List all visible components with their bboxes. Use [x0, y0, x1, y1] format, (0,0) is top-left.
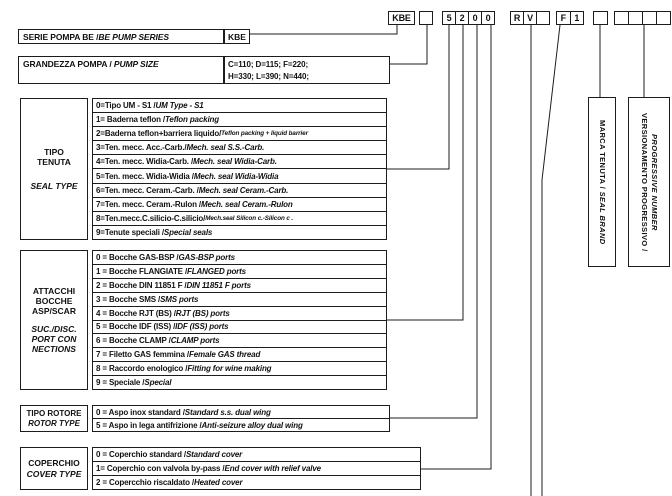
size-value-line1: C=110; D=115; F=220;: [228, 60, 309, 69]
option-row: [93, 198, 386, 212]
code-cell: F: [556, 11, 571, 25]
option-row: [93, 279, 386, 293]
series-label-en: BE PUMP SERIES: [98, 31, 169, 42]
option-text-en: Special: [144, 378, 172, 388]
option-text-it: 3 = Bocche SMS /: [96, 294, 161, 304]
code-cell: [593, 11, 608, 25]
option-row: [93, 376, 386, 389]
port-connections-label: [20, 250, 88, 390]
option-text-it: 7 = Filetto GAS femmina /: [96, 350, 189, 360]
option-text-it: 9 = Speciale /: [96, 378, 145, 388]
option-text-it: 1 = Bocche FLANGIATE /: [96, 266, 188, 276]
option-text-it: 6=Ten. mecc. Ceram.-Carb. /: [96, 185, 199, 195]
option-text-en: GAS-BSP ports: [178, 252, 235, 262]
option-text-en: Standard cover: [185, 450, 243, 459]
code-cell: [614, 11, 629, 25]
option-text-it: 4=Ten. mecc. Widia-Carb. /: [96, 157, 194, 167]
progressive-number-line2: PROGRESSIVE NUMBER: [649, 133, 659, 231]
code-cell: 0: [481, 11, 495, 25]
option-text-it: 8 = Raccordo enologico /: [96, 364, 188, 374]
cover-type-options: [92, 447, 421, 490]
option-text-en: Anti-seizure alloy dual wing: [201, 420, 303, 430]
seal-brand-it: MARCA TENUTA /: [597, 119, 607, 192]
rotor-type-label: [20, 405, 88, 432]
option-text-en: Mech. seal Ceram.-Carb.: [198, 185, 289, 195]
seal-type-title-en: SEAL TYPE: [30, 180, 78, 191]
code-cell: KBE: [388, 11, 415, 25]
seal-brand-text: [597, 120, 607, 245]
size-label-en: PUMP SIZE: [113, 59, 159, 69]
code-group: [593, 11, 608, 25]
option-text-it: 1= Coperchio con valvola by-pass /: [96, 464, 225, 473]
option-row: [93, 169, 386, 183]
option-text-en: UM Type - S1: [155, 101, 204, 111]
option-row: [93, 448, 420, 462]
option-row: [93, 348, 386, 362]
option-row: [93, 155, 386, 169]
size-label: [18, 56, 224, 84]
option-text-en: Mech. seal Widia-Widia: [193, 171, 279, 181]
option-row: [93, 226, 386, 239]
option-text-it: 2 = Copercchio riscaldato /: [96, 478, 194, 487]
code-group: [556, 11, 584, 25]
option-row: [93, 419, 389, 431]
cover-type-title-en: COVER TYPE: [26, 469, 82, 479]
rotor-type-options: [92, 405, 390, 432]
series-label-it: SERIE POMPA BE /: [23, 31, 99, 42]
seal-type-label: [20, 98, 88, 240]
rotor-type-title-it: TIPO ROTORE: [26, 408, 82, 418]
option-row: [93, 141, 386, 155]
option-text-en: CLAMP ports: [170, 336, 220, 346]
code-group: [510, 11, 550, 25]
option-text-en: DIN 11851 F ports: [186, 280, 251, 290]
seal-type-options: [92, 98, 387, 240]
seal-brand-box: [588, 97, 616, 267]
option-text-it: 4 = Bocche RJT (BS) /: [96, 308, 176, 318]
code-cell: 0: [468, 11, 482, 25]
option-text-en: Female GAS thread: [188, 350, 261, 360]
option-row: [93, 127, 386, 141]
option-text-en: Special seals: [163, 227, 213, 237]
code-cell: 2: [455, 11, 469, 25]
code-group: [419, 11, 433, 25]
port-connections-options: [92, 250, 387, 390]
port-connections-title-it: ATTACCHI BOCCHE ASP/SCAR: [32, 286, 76, 317]
option-text-it: 5=Ten. mecc. Widia-Widia /: [96, 171, 194, 181]
option-text-en: Mech. seal Widia-Carb.: [193, 157, 277, 167]
option-text-en: Fitting for wine making: [187, 364, 272, 374]
option-text-en: Mech. seal S.S.-Carb.: [186, 143, 265, 153]
option-text-it: 3=Ten. mecc. Acc.-Carb./: [96, 143, 187, 153]
seal-brand-en: SEAL BRAND: [597, 191, 607, 245]
option-text-en: Standard s.s. dual wing: [184, 407, 271, 417]
option-text-en: Teflon packing: [164, 115, 220, 125]
rotor-type-title-en: ROTOR TYPE: [28, 419, 80, 428]
option-text-en: RJT (BS) ports: [175, 308, 230, 318]
code-cell: 1: [570, 11, 585, 25]
option-text-it: 2 = Bocche DIN 11851 F /: [96, 280, 187, 290]
progressive-number-text: [639, 113, 659, 252]
code-cell: 5: [442, 11, 456, 25]
code-cell: [642, 11, 657, 25]
port-connections-title-en: SUC./DISC. PORT CONNECTIONS: [31, 323, 77, 354]
option-row: [93, 476, 420, 489]
option-text-it: 0 = Coperchio standard /: [96, 450, 186, 459]
option-row: [93, 212, 386, 226]
option-text-it: 5 = Aspo in lega antifrizione /: [96, 420, 202, 430]
code-group: [614, 11, 671, 25]
code-cell: R: [510, 11, 524, 25]
option-text-it: 0 = Bocche GAS-BSP /: [96, 252, 179, 262]
option-text-it: 0=Tipo UM - S1 /: [96, 101, 156, 111]
option-row: [93, 265, 386, 279]
size-value-line2: H=330; L=390; N=440;: [228, 72, 309, 81]
cover-type-title-it: COPERCHIO: [28, 457, 80, 468]
option-row: [93, 462, 420, 476]
option-text-it: 8=Ten.mecc.C.silicio-C.silicio/: [96, 213, 206, 223]
option-text-en: Mech.seal Silicon c.-Silicon c .: [205, 214, 294, 222]
option-text-it: 0 = Aspo inox standard /: [96, 407, 185, 417]
option-row: [93, 362, 386, 376]
option-text-it: 9=Tenute speciali /: [96, 227, 164, 237]
option-row: [93, 293, 386, 307]
option-text-en: Teflon packing + liquid barrier: [221, 130, 308, 138]
option-row: [93, 307, 386, 321]
seal-type-title-it: TIPO TENUTA: [37, 147, 71, 168]
option-text-en: SMS ports: [160, 294, 199, 304]
option-row: [93, 99, 386, 113]
option-text-en: Heated cover: [194, 478, 243, 487]
option-text-en: IDF (ISS) ports: [175, 322, 229, 332]
option-text-it: 1= Baderna teflon /: [96, 115, 165, 125]
option-row: [93, 406, 389, 419]
progressive-number-box: [628, 97, 670, 267]
option-row: [93, 251, 386, 265]
option-row: [93, 321, 386, 335]
code-group: [442, 11, 495, 25]
option-text-it: 5 = Bocche IDF (ISS) /: [96, 322, 176, 332]
option-text-en: End cover with relief valve: [224, 464, 321, 473]
series-label: [18, 29, 224, 44]
code-cell: [656, 11, 671, 25]
size-value: [224, 56, 390, 84]
option-row: [93, 184, 386, 198]
option-text-it: 2=Baderna teflon+barriera liquido/: [96, 129, 222, 139]
code-cell: V: [523, 11, 537, 25]
option-text-en: FLANGED ports: [187, 266, 246, 276]
option-row: [93, 334, 386, 348]
option-text-it: 7=Ten. mecc. Ceram.-Rulon /: [96, 199, 201, 209]
code-group: [388, 11, 415, 25]
size-label-it: GRANDEZZA POMPA /: [23, 59, 114, 69]
cover-type-label: [20, 447, 88, 490]
series-value: KBE: [224, 29, 250, 44]
option-text-it: 6 = Bocche CLAMP /: [96, 336, 171, 346]
code-cell: [536, 11, 550, 25]
code-cell: [628, 11, 643, 25]
progressive-number-line1: VERSIONAMENTO PROGRESSIVO /: [640, 112, 649, 252]
code-cell: [419, 11, 433, 25]
option-row: [93, 113, 386, 127]
option-text-en: Mech. seal Ceram.-Rulon: [200, 199, 293, 209]
